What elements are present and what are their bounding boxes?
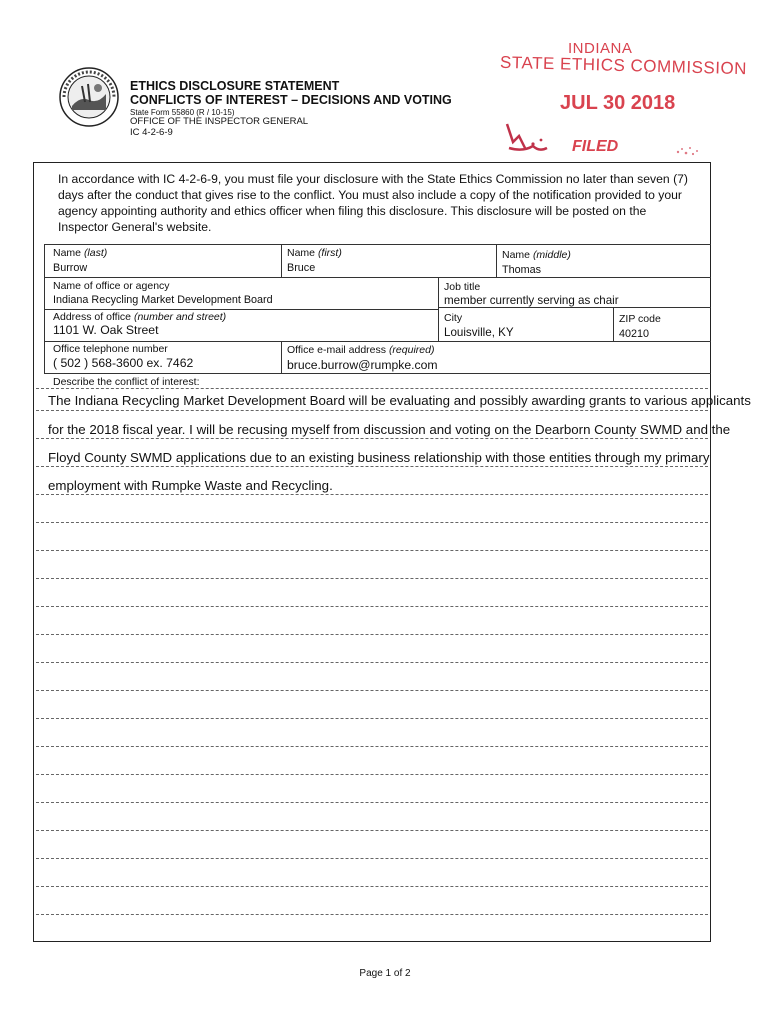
stamp-signature-icon bbox=[503, 118, 563, 158]
ruled-line bbox=[36, 886, 708, 887]
zip-field[interactable]: 40210 bbox=[619, 328, 650, 340]
agency-field[interactable]: Indiana Recycling Market Development Board bbox=[53, 294, 273, 306]
page-number: Page 1 of 2 bbox=[359, 968, 411, 979]
grid-line bbox=[44, 341, 711, 342]
ruled-line bbox=[36, 550, 708, 551]
disclosure-form bbox=[33, 162, 711, 942]
name-first-field[interactable]: Bruce bbox=[287, 262, 316, 274]
ruled-line bbox=[36, 718, 708, 719]
name-last-label: Name (last) bbox=[53, 247, 108, 259]
grid-line bbox=[496, 244, 497, 277]
statute-code: IC 4-2-6-9 bbox=[130, 126, 173, 138]
name-last-field[interactable]: Burrow bbox=[53, 262, 88, 274]
city-label: City bbox=[444, 312, 463, 324]
state-seal-icon bbox=[58, 66, 120, 128]
agency-label: Name of office or agency bbox=[53, 280, 170, 292]
grid-line bbox=[438, 277, 439, 341]
ruled-line bbox=[36, 522, 708, 523]
ruled-line bbox=[36, 914, 708, 915]
name-middle-field[interactable]: Thomas bbox=[502, 264, 542, 276]
conflict-line-1[interactable]: The Indiana Recycling Market Development Board will be evaluating and possibly awarding grants to various applicants bbox=[48, 393, 751, 408]
stamp-line-commission: STATE ETHICS COMMISSION bbox=[499, 52, 748, 79]
ruled-line bbox=[36, 466, 708, 467]
stamp-smudge-icon bbox=[672, 142, 702, 160]
ruled-line bbox=[36, 494, 708, 495]
job-title-field[interactable]: member currently serving as chair bbox=[444, 294, 619, 307]
city-field[interactable]: Louisville, KY bbox=[444, 326, 514, 339]
grid-line bbox=[44, 244, 711, 245]
stamp-date: JUL 30 2018 bbox=[560, 92, 676, 114]
ruled-line bbox=[36, 634, 708, 635]
ruled-line bbox=[36, 746, 708, 747]
form-title: ETHICS DISCLOSURE STATEMENT bbox=[130, 79, 340, 93]
ruled-line bbox=[36, 830, 708, 831]
email-field[interactable]: bruce.burrow@rumpke.com bbox=[287, 358, 438, 372]
grid-line bbox=[44, 373, 711, 374]
ruled-line bbox=[36, 662, 708, 663]
ruled-line bbox=[36, 438, 708, 439]
ruled-line bbox=[36, 690, 708, 691]
issuing-office: OFFICE OF THE INSPECTOR GENERAL bbox=[130, 116, 309, 128]
grid-line bbox=[438, 307, 711, 308]
name-middle-label: Name (middle) bbox=[502, 249, 571, 261]
ruled-line bbox=[36, 774, 708, 775]
stamp-line-indiana: INDIANA bbox=[568, 40, 633, 57]
address-label: Address of office (number and street) bbox=[53, 311, 227, 323]
instructions-paragraph: In accordance with IC 4-2-6-9, you must file your disclosure with the State Ethics Commission no later than seven (7) days after the conduct that gives rise to the conflict. You must also include a copy of the notification provided to your agency appointing authority and ethics officer when filing this disclosure. This disclosure will be posted on the Inspector General's website. bbox=[58, 172, 688, 234]
grid-line bbox=[613, 307, 614, 341]
conflict-line-4[interactable]: employment with Rumpke Waste and Recycling. bbox=[48, 478, 333, 493]
conflict-line-3[interactable]: Floyd County SWMD applications due to an existing business relationship with those entities through my primary bbox=[48, 450, 710, 465]
zip-label: ZIP code bbox=[619, 313, 661, 325]
grid-line bbox=[281, 244, 282, 277]
email-label: Office e-mail address (required) bbox=[287, 344, 435, 356]
grid-line bbox=[44, 277, 711, 278]
form-subtitle: CONFLICTS OF INTEREST – DECISIONS AND VOTING bbox=[130, 92, 452, 107]
conflict-label: Describe the conflict of interest: bbox=[53, 376, 200, 388]
job-title-label: Job title bbox=[444, 281, 481, 293]
ruled-line bbox=[36, 410, 708, 411]
address-field[interactable]: 1101 W. Oak Street bbox=[53, 323, 159, 337]
grid-line bbox=[44, 244, 45, 373]
grid-line bbox=[281, 341, 282, 373]
conflict-line-2[interactable]: for the 2018 fiscal year. I will be recusing myself from discussion and voting on the Dearborn County SWMD and the bbox=[48, 422, 731, 437]
name-first-label: Name (first) bbox=[287, 247, 342, 259]
form-header bbox=[130, 80, 452, 138]
ruled-line bbox=[36, 606, 708, 607]
ruled-line bbox=[36, 802, 708, 803]
ruled-line bbox=[36, 578, 708, 579]
ruled-line bbox=[36, 858, 708, 859]
stamp-filed: FILED bbox=[572, 138, 619, 155]
grid-line bbox=[44, 309, 438, 310]
phone-label: Office telephone number bbox=[53, 343, 168, 355]
form-number: State Form 55860 (R / 10-15) bbox=[130, 107, 235, 117]
phone-field[interactable]: ( 502 ) 568-3600 ex. 7462 bbox=[53, 356, 194, 370]
ruled-line bbox=[36, 388, 708, 389]
